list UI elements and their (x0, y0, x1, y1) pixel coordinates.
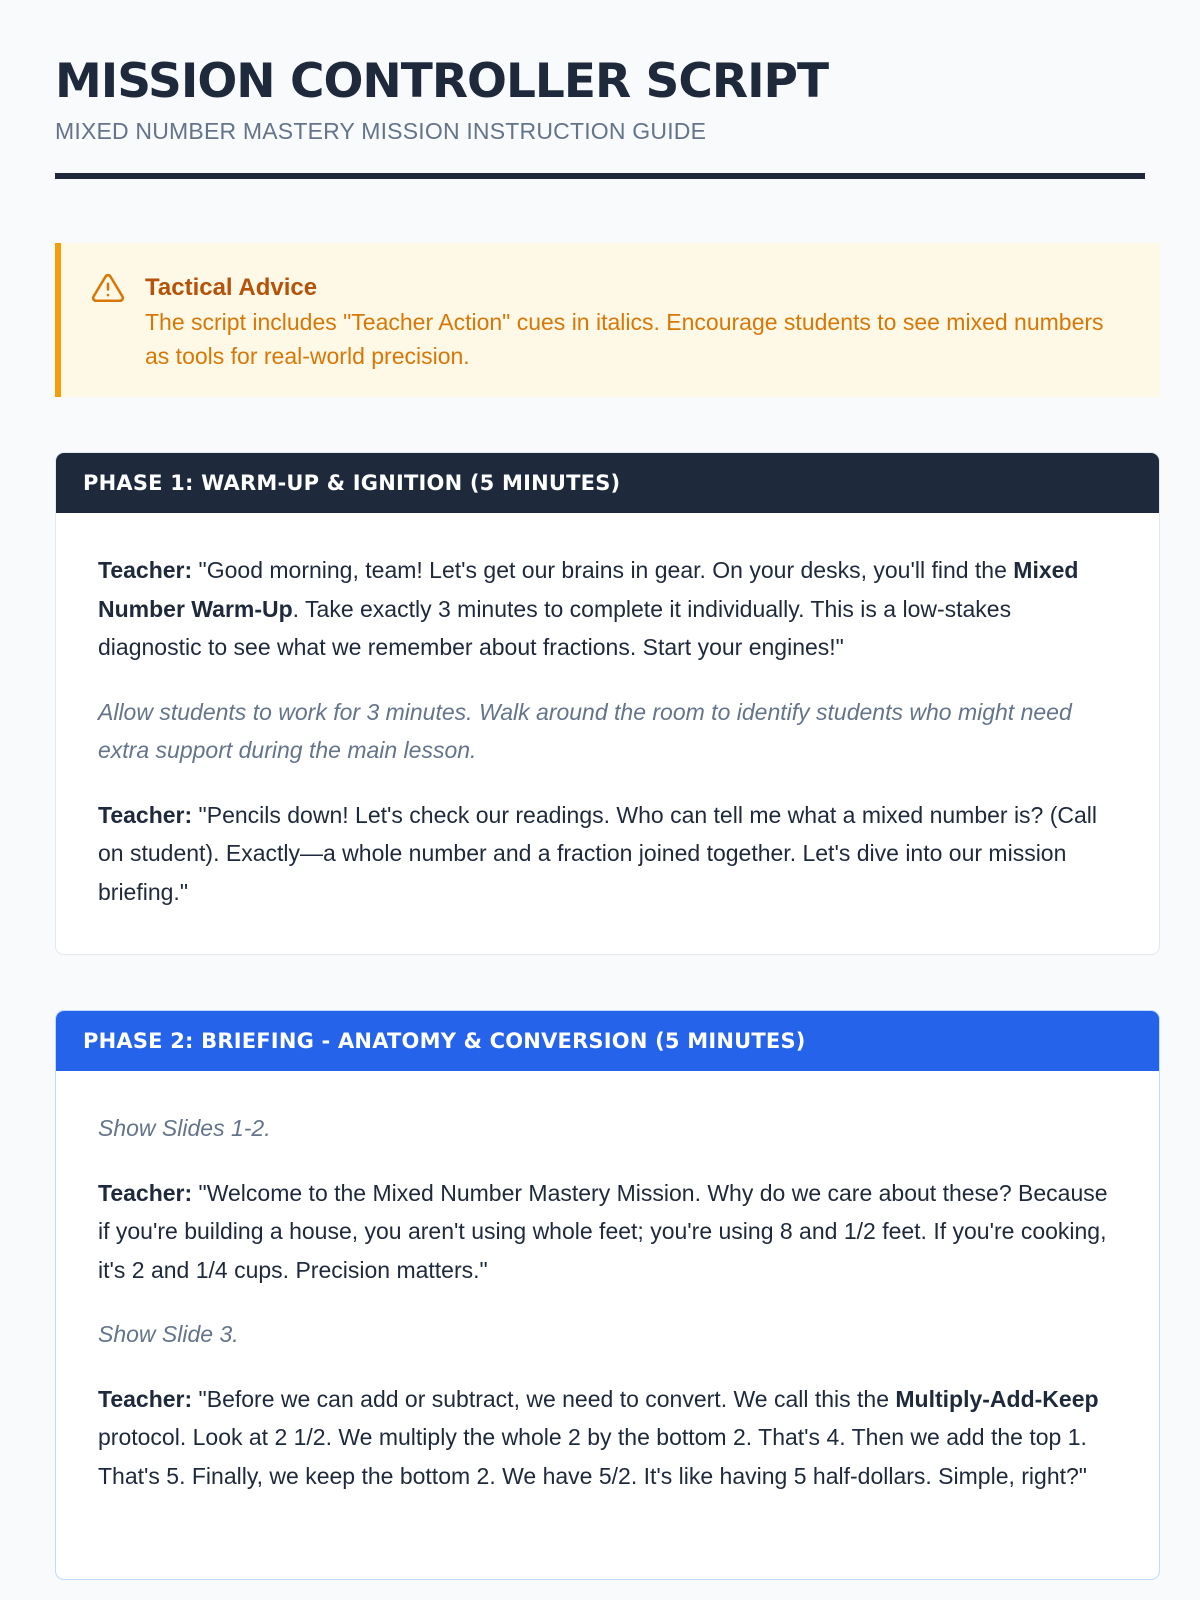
phase-2-body (56, 1071, 1159, 1495)
advice-content (145, 271, 1120, 397)
emphasis-text: Multiply-Add-Keep (895, 1385, 1099, 1412)
warning-triangle-icon (91, 271, 125, 305)
phase-2-header: PHASE 2: BRIEFING - ANATOMY & CONVERSION (5 MINUTES) (56, 1011, 1159, 1071)
dialogue-text: "Welcome to the Mixed Number Mastery Mission. Why do we care about these? Because if you're building a house, you aren't using whole feet; you're using 8 and 1/2 feet. If you're cooking, it's 2 and 1/4 cups. Precision matters." (98, 1179, 1108, 1283)
dialogue-text: . Take exactly 3 minutes to complete it individually. This is a low-stakes diagnostic to see what we remember about fractions. Start your engines!" (98, 595, 1012, 660)
teacher-action-cue: Allow students to work for 3 minutes. Walk around the room to identify students who might need extra support during the main lesson. (98, 698, 1072, 763)
tactical-advice-callout (55, 243, 1160, 397)
advice-text: The script includes "Teacher Action" cues in italics. Encourage students to see mixed numbers as tools for real-world precision. (145, 309, 1104, 369)
title-divider (55, 173, 1145, 179)
phase-1-card (55, 452, 1160, 955)
teacher-line (98, 551, 1117, 667)
speaker-label: Teacher: (98, 557, 193, 583)
advice-title: Tactical Advice (145, 274, 318, 301)
teacher-line (98, 796, 1117, 912)
dialogue-text: protocol. Look at 2 1/2. We multiply the whole 2 by the bottom 2. That's 4. Then we add the top 1. That's 5. Finally, we keep the bottom 2. We have 5/2. It's like having 5 half-dollars. Simple, right?" (98, 1424, 1087, 1489)
emphasis-text: Mixed Number Warm-Up (98, 557, 1079, 622)
speaker-label: Teacher: (98, 801, 193, 828)
dialogue-text: "Before we can add or subtract, we need to convert. We call this the (192, 1385, 896, 1412)
phase-1-body (56, 513, 1159, 911)
phase-2-card (55, 1010, 1160, 1580)
phase-1-header: PHASE 1: WARM-UP & IGNITION (5 MINUTES) (56, 453, 1159, 513)
speaker-label: Teacher: (98, 1179, 193, 1206)
dialogue-text: "Good morning, team! Let's get our brains in gear. On your desks, you'll find the (192, 557, 1014, 583)
speaker-label: Teacher: (98, 1385, 193, 1412)
teacher-line (98, 1380, 1117, 1496)
page-title: MISSION CONTROLLER SCRIPT (55, 54, 829, 109)
teacher-action-cue: Show Slide 3. (98, 1321, 239, 1347)
teacher-action-cue: Show Slides 1-2. (98, 1115, 271, 1141)
dialogue-text: "Pencils down! Let's check our readings. Who can tell me what a mixed number is? (Call on student). Exactly—a whole number and a fraction joined together. Let's dive into our mission briefing." (98, 801, 1098, 905)
page-subtitle: MIXED NUMBER MASTERY MISSION INSTRUCTION GUIDE (55, 118, 707, 144)
teacher-line (98, 1174, 1117, 1290)
